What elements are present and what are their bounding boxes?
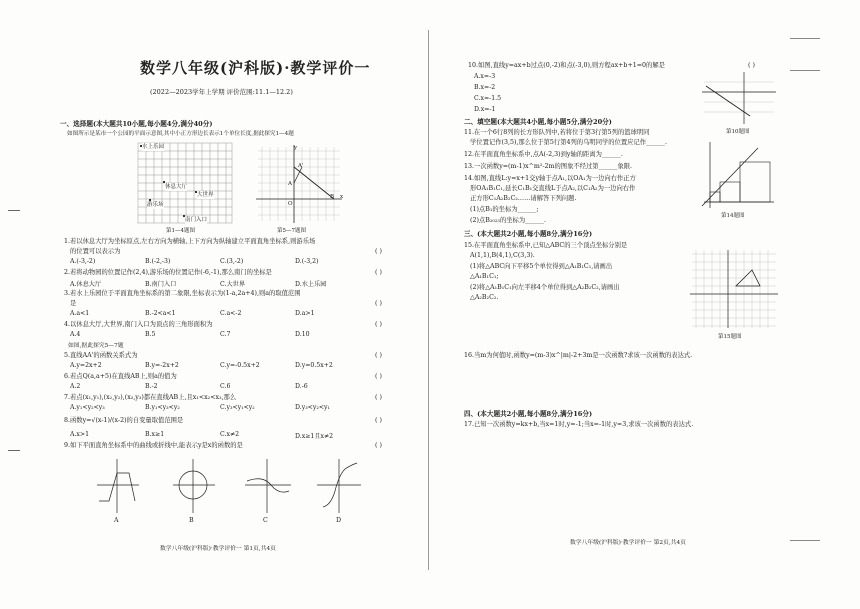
fig2-label-o: O <box>288 201 293 207</box>
fig2-label-a-prime: A' <box>298 163 304 169</box>
q8-option-d: D.x≥1且x≠2 <box>295 433 334 440</box>
page-subtitle: (2022—2023学年上学期 评价范围:11.1—12.2) <box>150 88 293 96</box>
q1-option-c: C.(3,-2) <box>220 258 244 265</box>
right-page <box>430 0 860 609</box>
q17-text: 17.已知一次函数y=kx+b,当x=1时,y=-1;当x=-1时,y=3,求该一次函数的表达式. <box>464 421 694 428</box>
q7-option-b: B.y₁<y₃<y₂ <box>145 404 180 411</box>
q7-answer-paren: ( ) <box>375 394 382 401</box>
map-label-rest-hall: 休息大厅 <box>165 184 188 190</box>
left-footer: 数学八年级(沪科版)·教学评价一 第1页,共4页 <box>160 546 276 552</box>
map-label-south-gate: 南门入口 <box>185 217 208 223</box>
q6-answer-paren: ( ) <box>375 373 382 380</box>
q4-answer-paren: ( ) <box>375 321 382 328</box>
q14-text-cont2: 正方形C₁A₂B₂C₂……请解答下列问题. <box>470 195 577 202</box>
q9-label-c: C <box>263 517 268 524</box>
q15-part-1-cont: △A₁B₁C₁; <box>470 273 499 280</box>
q5-text: 5.直线AA'的函数关系式为 <box>64 352 138 359</box>
q10-option-a: A.x=-3 <box>474 73 496 80</box>
q15-text-cont: A(1,1),B(4,1),C(3,3). <box>470 252 535 259</box>
q6-option-a: A.2 <box>70 383 81 390</box>
margin-mark-1 <box>8 210 20 211</box>
map-label-big-world: 大世界 <box>197 192 214 198</box>
q9-label-a: A <box>114 517 119 524</box>
q4-text: 4.以休息大厅,大世界,南门入口为顶点的三角形面积为 <box>64 321 213 328</box>
q1-option-d: D.(-3,2) <box>295 258 319 265</box>
fig10-caption: 第10题图 <box>726 129 750 135</box>
q7-text: 7.若点(x₁,y₁),(x₂,y₂),(x₃,y₃)都在直线AB上,且x₁<x₂<x₃,那么 <box>64 394 237 401</box>
q1-answer-paren: ( ) <box>375 248 382 255</box>
q6-text: 6.若点Q(a,a+5)在直线AB上,则a的值为 <box>64 373 177 380</box>
q3-text-cont: 是 <box>70 300 77 307</box>
map-label-water-park: 水上乐园 <box>142 144 165 150</box>
section-1-heading: 一、选择题(本大题共10小题,每小题4分,满分40分) <box>60 120 213 128</box>
q9-graph-c <box>247 479 289 492</box>
q6-option-b: B.-2 <box>145 383 158 390</box>
fig-5-7-caption: 第5—7题图 <box>277 228 306 234</box>
fig14-caption: 第14题图 <box>721 213 745 219</box>
q15-part-1: (1)将△ABC向下平移5个单位得到△A₁B₁C₁,请画出 <box>470 263 613 270</box>
fig14-square-2 <box>720 182 740 202</box>
q3-option-b: B.-2<a<1 <box>145 310 176 317</box>
q5-option-d: D.y=0.5x+2 <box>295 362 333 369</box>
q2-answer-paren: ( ) <box>375 269 382 276</box>
q8-option-b: B.x≥1 <box>145 431 165 438</box>
q12-text: 12.在平面直角坐标系中,点A(-2,3)到y轴的距离为______. <box>464 151 623 158</box>
right-margin-line-3 <box>790 540 820 541</box>
fig15-grid <box>688 248 780 330</box>
q9-answer-paren: ( ) <box>375 442 382 449</box>
q3-text: 3.若水上乐园位于平面直角坐标系的第二象限,坐标表示为(1-a,2a+4),则a的取值范围 <box>64 290 301 297</box>
fig14-line-l <box>702 148 758 206</box>
q5-option-a: A.y=2x+2 <box>70 362 102 369</box>
q4-option-b: B.5 <box>145 331 156 338</box>
fig14-square-3 <box>740 162 770 202</box>
q5-7-intro: 如图,据此探究5—7题 <box>68 343 124 349</box>
q15-text: 15.在平面直角坐标系中,已知△ABC的三个顶点坐标分别是 <box>464 242 628 249</box>
fig10-line <box>706 86 750 116</box>
q8-answer-paren: ( ) <box>375 417 382 424</box>
q1-text: 1.若以休息大厅为坐标原点,左右方向为横轴,上下方向为纵轴建立平面直角坐标系,则游乐场 <box>64 238 316 245</box>
q2-option-c: C.大世界 <box>220 281 246 288</box>
q2-option-a: A.休息大厅 <box>70 281 102 288</box>
q2-text: 2.若将动物园的位置记作(2,4),游乐场的位置记作(-6,-1),那么南门的坐标是 <box>64 269 272 276</box>
right-footer: 数学八年级(沪科版)·教学评价一 第2页,共4页 <box>570 540 686 546</box>
q14-text-cont: 形OA₁B₁C₁,延长C₁B₁交直线L于点A₂,以C₁A₂为一边向右作 <box>470 185 636 192</box>
margin-mark-2 <box>8 450 20 451</box>
q6-option-d: D.-6 <box>295 383 308 390</box>
q3-answer-paren: ( ) <box>375 300 382 307</box>
q4-option-d: D.10 <box>295 331 310 338</box>
section-2-heading: 二、填空题(本大题共4小题,每小题5分,满分20分) <box>464 118 612 126</box>
q1-text-cont: 的位置可以表示为 <box>70 248 121 255</box>
q14-part-1: (1)点B₁的坐标为______; <box>470 206 539 213</box>
q7-option-d: D.y₃<y₂<y₁ <box>295 404 331 411</box>
q8-option-a: A.x>1 <box>70 431 90 438</box>
q5-option-b: B.y=-2x+2 <box>145 362 179 369</box>
fig2-label-y: y <box>294 145 298 151</box>
fig-1-4-caption: 第1—4题图 <box>166 228 195 234</box>
line-graph-figure <box>252 141 344 225</box>
fig2-label-x: x <box>340 194 344 200</box>
q11-text-cont: 学位置记作(3,5),那么位于第5行第4列的乌明同学的位置应记作______. <box>470 139 667 146</box>
right-margin-line-1 <box>790 38 820 39</box>
page-divider <box>428 30 429 570</box>
q8-text: 8.函数y=√(x-1)/(x-2)的自变量取值范围是 <box>64 417 184 424</box>
fig2-label-a: A <box>288 181 292 187</box>
q7-option-a: A.y₁<y₂<y₃ <box>70 404 105 411</box>
q10-answer-paren: ( ) <box>748 62 755 69</box>
q13-text: 13.一次函数y=(m-1)x^m²-2m的图象不经过第______象限. <box>464 163 633 170</box>
q2-option-d: D.水上乐园 <box>295 281 327 288</box>
fig14-square-1 <box>710 192 720 202</box>
q2-option-b: B.南门入口 <box>145 281 177 288</box>
q14-text: 14.如图,直线L:y=x+1交y轴于点A₁,以OA₁为一边向右作正方 <box>464 175 636 182</box>
page-title: 数学八年级(沪科版)·教学评价一 <box>140 59 371 77</box>
q9-label-b: B <box>189 517 194 524</box>
q7-option-c: C.y₃<y₁<y₂ <box>220 404 255 411</box>
q11-text: 11.在一个6行8列的长方形队列中,若将位于第3行第5列的篮球明同 <box>464 129 650 136</box>
q6-option-c: C.6 <box>220 383 231 390</box>
q15-part-2: (2)将△A₁B₁C₁向左平移4个单位得到△A₂B₂C₂,请画出 <box>470 284 620 291</box>
q1-option-a: A.(-3,-2) <box>70 258 96 265</box>
q3-option-d: D.a>1 <box>295 310 315 317</box>
fig14-graph <box>700 140 776 210</box>
q3-option-c: C.a<-2 <box>220 310 242 317</box>
q10-text: 10.如图,直线y=ax+b过点(0,-2)和点(-3,0),则方程ax+b+1=0的解是 <box>468 62 665 69</box>
q16-text: 16.当m为何值时,函数y=(m-3)x^|m|-2+3m是一次函数?求该一次函数的表达式. <box>464 352 693 359</box>
map-label-playground: 游乐场 <box>147 202 164 208</box>
section-3-heading: 三、(本大题共2小题,每小题8分,满分16分) <box>464 230 593 238</box>
q4-option-a: A.4 <box>70 331 81 338</box>
q14-part-2: (2)点B₂₀₂₃的坐标为______. <box>470 217 547 224</box>
fig10-graph <box>700 70 778 126</box>
q8-option-c: C.x≠2 <box>220 431 240 438</box>
q1-option-b: B.(-2,-3) <box>145 258 171 265</box>
section-4-heading: 四、(本大题共2小题,每小题8分,满分16分) <box>464 410 593 418</box>
q10-option-d: D.x=-1 <box>474 106 496 113</box>
q1-4-intro: 如图所示是某市一个公园的平面示意图,其中小正方形边长表示1个单位长度,据此探究1—4题 <box>67 131 294 137</box>
right-margin-line-2 <box>790 70 820 71</box>
q5-answer-paren: ( ) <box>375 352 382 359</box>
q3-option-a: A.a<1 <box>70 310 90 317</box>
fig2-label-b: B <box>330 194 335 200</box>
q9-label-d: D <box>336 517 342 524</box>
q10-option-c: C.x=-1.5 <box>474 95 502 102</box>
fig15-caption: 第15题图 <box>718 334 742 340</box>
q9-text: 9.如下平面直角坐标系中的曲线或折线中,能表示y是x的函数的是 <box>64 442 243 449</box>
q5-option-c: C.y=-0.5x+2 <box>220 362 260 369</box>
q9-graphs <box>95 455 385 517</box>
q10-option-b: B.x=-2 <box>474 84 496 91</box>
q15-part-2-cont: △A₂B₂C₂. <box>470 294 499 301</box>
q4-option-c: C.7 <box>220 331 231 338</box>
